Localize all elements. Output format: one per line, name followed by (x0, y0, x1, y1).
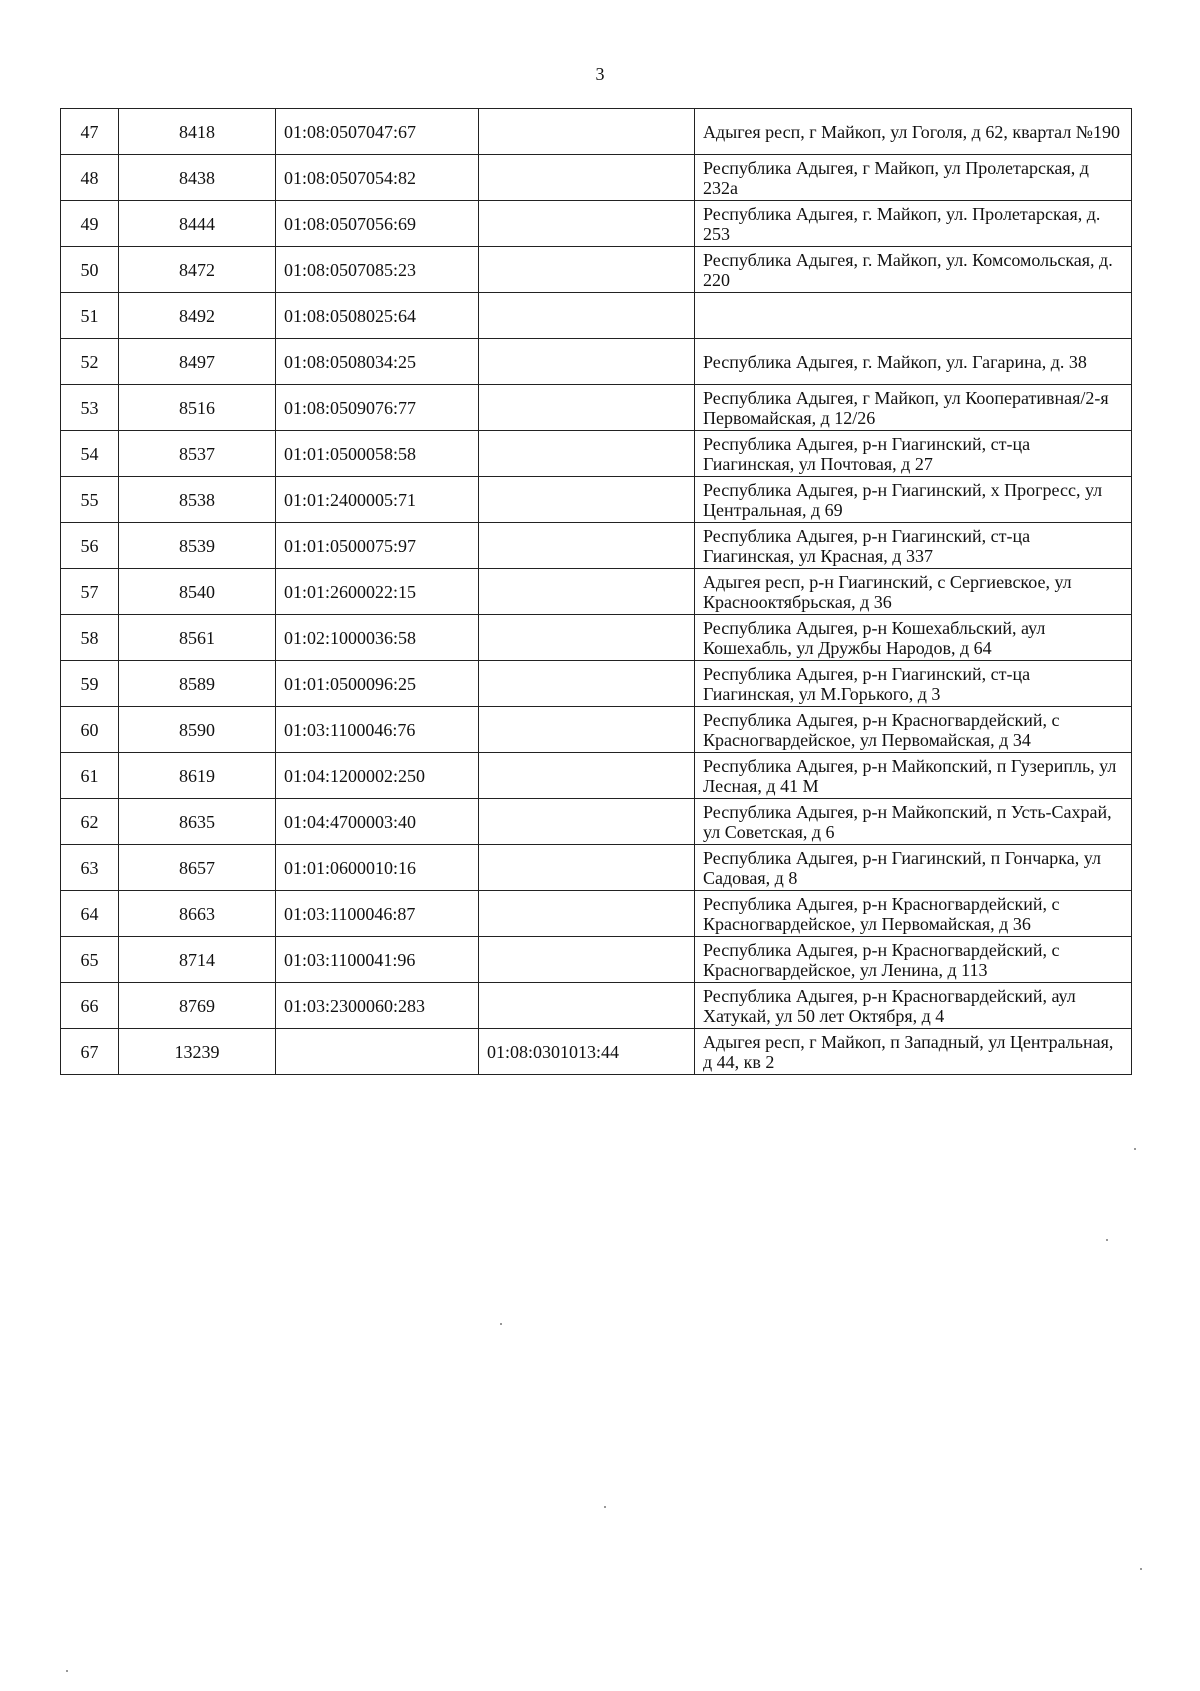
row-number-cell: 62 (61, 799, 119, 845)
address-cell: Республика Адыгея, р-н Гиагинский, ст-ца Гиагинская, ул М.Горького, д 3 (695, 661, 1132, 707)
object-id-cell: 8497 (119, 339, 276, 385)
object-id-cell: 13239 (119, 1029, 276, 1075)
cadastral-number-cell: 01:04:1200002:250 (276, 753, 479, 799)
table-row (61, 753, 1132, 799)
second-cadastral-number-cell (479, 385, 695, 431)
row-number-cell: 52 (61, 339, 119, 385)
second-cadastral-number-cell (479, 569, 695, 615)
address-cell: Республика Адыгея, р-н Гиагинский, п Гончарка, ул Садовая, д 8 (695, 845, 1132, 891)
address-cell: Адыгея респ, р-н Гиагинский, с Сергиевское, ул Краснооктябрьская, д 36 (695, 569, 1132, 615)
row-number-cell: 67 (61, 1029, 119, 1075)
row-number-cell: 48 (61, 155, 119, 201)
scan-speck (1140, 1568, 1142, 1570)
row-number-cell: 56 (61, 523, 119, 569)
scan-speck (66, 1670, 68, 1672)
table-row (61, 431, 1132, 477)
second-cadastral-number-cell (479, 661, 695, 707)
second-cadastral-number-cell (479, 431, 695, 477)
address-cell: Республика Адыгея, р-н Гиагинский, ст-ца Гиагинская, ул Красная, д 337 (695, 523, 1132, 569)
address-cell: Республика Адыгея, г. Майкоп, ул. Пролетарская, д. 253 (695, 201, 1132, 247)
address-cell: Республика Адыгея, р-н Майкопский, п Усть-Сахрай, ул Советская, д 6 (695, 799, 1132, 845)
scan-speck (1106, 1239, 1108, 1241)
object-id-cell: 8657 (119, 845, 276, 891)
table-row (61, 707, 1132, 753)
second-cadastral-number-cell (479, 247, 695, 293)
cadastral-number-cell: 01:03:1100046:76 (276, 707, 479, 753)
table-row (61, 1029, 1132, 1075)
cadastral-number-cell: 01:08:0508025:64 (276, 293, 479, 339)
scan-speck (604, 1506, 606, 1508)
second-cadastral-number-cell (479, 155, 695, 201)
table-row (61, 293, 1132, 339)
address-cell: Адыгея респ, г Майкоп, п Западный, ул Центральная, д 44, кв 2 (695, 1029, 1132, 1075)
second-cadastral-number-cell (479, 707, 695, 753)
object-id-cell: 8537 (119, 431, 276, 477)
second-cadastral-number-cell (479, 477, 695, 523)
table-row (61, 477, 1132, 523)
table-row (61, 569, 1132, 615)
address-cell: Республика Адыгея, р-н Красногвардейский, с Красногвардейское, ул Первомайская, д 34 (695, 707, 1132, 753)
second-cadastral-number-cell (479, 983, 695, 1029)
second-cadastral-number-cell (479, 753, 695, 799)
row-number-cell: 49 (61, 201, 119, 247)
table-row (61, 799, 1132, 845)
address-cell: Республика Адыгея, р-н Майкопский, п Гузерипль, ул Лесная, д 41 М (695, 753, 1132, 799)
row-number-cell: 60 (61, 707, 119, 753)
second-cadastral-number-cell (479, 845, 695, 891)
page-number: 3 (595, 64, 605, 84)
cadastral-number-cell: 01:08:0508034:25 (276, 339, 479, 385)
cadastral-number-cell: 01:01:2400005:71 (276, 477, 479, 523)
cadastral-number-cell: 01:04:4700003:40 (276, 799, 479, 845)
table-row (61, 983, 1132, 1029)
cadastral-number-cell: 01:08:0507056:69 (276, 201, 479, 247)
row-number-cell: 66 (61, 983, 119, 1029)
scan-speck (500, 1323, 502, 1325)
table-row (61, 201, 1132, 247)
cadastral-number-cell: 01:01:0500075:97 (276, 523, 479, 569)
address-cell: Республика Адыгея, р-н Красногвардейский, с Красногвардейское, ул Ленина, д 113 (695, 937, 1132, 983)
address-cell: Адыгея респ, г Майкоп, ул Гоголя, д 62, квартал №190 (695, 109, 1132, 155)
object-id-cell: 8635 (119, 799, 276, 845)
cadastral-number-cell: 01:03:1100046:87 (276, 891, 479, 937)
row-number-cell: 50 (61, 247, 119, 293)
object-id-cell: 8472 (119, 247, 276, 293)
row-number-cell: 47 (61, 109, 119, 155)
address-cell: Республика Адыгея, р-н Гиагинский, х Прогресс, ул Центральная, д 69 (695, 477, 1132, 523)
row-number-cell: 63 (61, 845, 119, 891)
table-row (61, 523, 1132, 569)
second-cadastral-number-cell: 01:08:0301013:44 (479, 1029, 695, 1075)
table-row (61, 845, 1132, 891)
table-row (61, 937, 1132, 983)
second-cadastral-number-cell (479, 293, 695, 339)
row-number-cell: 65 (61, 937, 119, 983)
address-cell: Республика Адыгея, р-н Красногвардейский, аул Хатукай, ул 50 лет Октября, д 4 (695, 983, 1132, 1029)
table-row (61, 109, 1132, 155)
row-number-cell: 59 (61, 661, 119, 707)
object-id-cell: 8590 (119, 707, 276, 753)
cadastral-number-cell: 01:08:0509076:77 (276, 385, 479, 431)
table-row (61, 661, 1132, 707)
second-cadastral-number-cell (479, 799, 695, 845)
second-cadastral-number-cell (479, 339, 695, 385)
object-id-cell: 8539 (119, 523, 276, 569)
second-cadastral-number-cell (479, 891, 695, 937)
address-cell: Республика Адыгея, г. Майкоп, ул. Комсомольская, д. 220 (695, 247, 1132, 293)
object-id-cell: 8418 (119, 109, 276, 155)
second-cadastral-number-cell (479, 523, 695, 569)
row-number-cell: 58 (61, 615, 119, 661)
address-cell: Республика Адыгея, г. Майкоп, ул. Гагарина, д. 38 (695, 339, 1132, 385)
row-number-cell: 64 (61, 891, 119, 937)
object-id-cell: 8444 (119, 201, 276, 247)
object-id-cell: 8589 (119, 661, 276, 707)
object-id-cell: 8769 (119, 983, 276, 1029)
object-id-cell: 8538 (119, 477, 276, 523)
cadastral-number-cell: 01:01:0600010:16 (276, 845, 479, 891)
property-registry-table (60, 108, 1132, 1075)
table-row (61, 385, 1132, 431)
cadastral-number-cell: 01:08:0507054:82 (276, 155, 479, 201)
row-number-cell: 51 (61, 293, 119, 339)
cadastral-number-cell: 01:08:0507047:67 (276, 109, 479, 155)
address-cell: Республика Адыгея, р-н Гиагинский, ст-ца Гиагинская, ул Почтовая, д 27 (695, 431, 1132, 477)
second-cadastral-number-cell (479, 109, 695, 155)
object-id-cell: 8619 (119, 753, 276, 799)
table-row (61, 615, 1132, 661)
object-id-cell: 8516 (119, 385, 276, 431)
cadastral-number-cell: 01:08:0507085:23 (276, 247, 479, 293)
cadastral-number-cell: 01:03:2300060:283 (276, 983, 479, 1029)
table-row (61, 247, 1132, 293)
scan-speck (1134, 1148, 1136, 1150)
cadastral-number-cell: 01:03:1100041:96 (276, 937, 479, 983)
table-row (61, 155, 1132, 201)
table-row (61, 339, 1132, 385)
cadastral-number-cell: 01:02:1000036:58 (276, 615, 479, 661)
cadastral-number-cell: 01:01:0500058:58 (276, 431, 479, 477)
second-cadastral-number-cell (479, 201, 695, 247)
second-cadastral-number-cell (479, 937, 695, 983)
object-id-cell: 8492 (119, 293, 276, 339)
row-number-cell: 53 (61, 385, 119, 431)
address-cell: Республика Адыгея, г Майкоп, ул Кооперативная/2-я Первомайская, д 12/26 (695, 385, 1132, 431)
row-number-cell: 57 (61, 569, 119, 615)
object-id-cell: 8540 (119, 569, 276, 615)
object-id-cell: 8438 (119, 155, 276, 201)
table-row (61, 891, 1132, 937)
address-cell: Республика Адыгея, г Майкоп, ул Пролетарская, д 232а (695, 155, 1132, 201)
row-number-cell: 54 (61, 431, 119, 477)
object-id-cell: 8714 (119, 937, 276, 983)
address-cell (695, 293, 1132, 339)
row-number-cell: 61 (61, 753, 119, 799)
object-id-cell: 8663 (119, 891, 276, 937)
cadastral-number-cell: 01:01:2600022:15 (276, 569, 479, 615)
cadastral-number-cell (276, 1029, 479, 1075)
row-number-cell: 55 (61, 477, 119, 523)
second-cadastral-number-cell (479, 615, 695, 661)
object-id-cell: 8561 (119, 615, 276, 661)
cadastral-number-cell: 01:01:0500096:25 (276, 661, 479, 707)
address-cell: Республика Адыгея, р-н Красногвардейский, с Красногвардейское, ул Первомайская, д 36 (695, 891, 1132, 937)
address-cell: Республика Адыгея, р-н Кошехабльский, аул Кошехабль, ул Дружбы Народов, д 64 (695, 615, 1132, 661)
